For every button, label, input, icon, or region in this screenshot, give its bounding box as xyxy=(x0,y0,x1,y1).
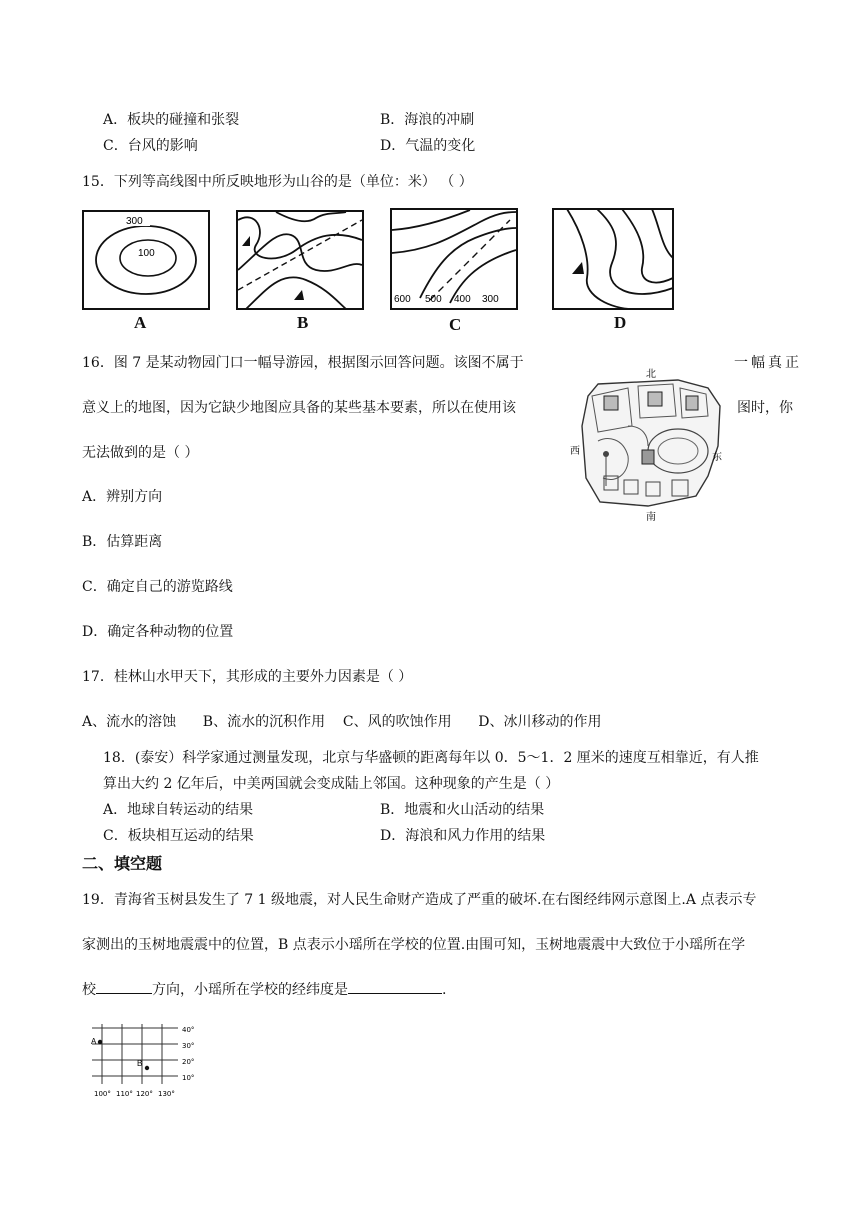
q18-line1: 18．(泰安）科学家通过测量发现，北京与华盛顿的距离每年以 0．5～1．2 厘米的速度互相靠近，有人推 xyxy=(103,750,759,766)
contour-map-a xyxy=(82,210,210,310)
q19-line3-c: . xyxy=(442,982,447,998)
lat-label-10: 10° xyxy=(182,1074,195,1082)
q16-option-b: B．估算距离 xyxy=(82,534,163,550)
q18-line2: 算出大约 2 亿年后，中美两国就会变成陆上邻国。这种现象的产生是（ ） xyxy=(103,776,560,792)
q16-line2-right: 图时，你 xyxy=(737,400,793,416)
map-a-label-300: 300 xyxy=(126,216,143,227)
direction-blank[interactable] xyxy=(96,979,152,994)
zoo-map-south: 南 xyxy=(646,512,656,523)
q18-option-d: D．海浪和风力作用的结果 xyxy=(380,828,546,844)
q19-line3-a: 校 xyxy=(82,982,96,998)
section-title: 二、填空题 xyxy=(82,854,163,873)
q16-option-d: D．确定各种动物的位置 xyxy=(82,624,234,640)
q19-line3 xyxy=(82,979,446,999)
lon-label-100: 100° xyxy=(94,1090,111,1098)
map-label-c: C xyxy=(449,315,462,334)
q16-line1-left: 16．图 7 是某动物园门口一幅导游园，根据图示回答问题。该图不属于 xyxy=(82,355,524,371)
map-label-d: D xyxy=(614,313,627,332)
map-label-a: A xyxy=(134,313,147,332)
q14-option-d: D．气温的变化 xyxy=(380,138,476,154)
point-b-marker xyxy=(145,1066,149,1070)
q18-option-c: C．板块相互运动的结果 xyxy=(103,828,254,844)
point-a-marker xyxy=(98,1040,102,1044)
zoo-guide-map xyxy=(568,366,730,524)
lat-label-30: 30° xyxy=(182,1042,195,1050)
map-c-label-600: 600 xyxy=(394,294,411,305)
contour-map-d xyxy=(552,208,674,310)
point-a-label: A xyxy=(91,1037,97,1046)
map-c-label-300: 300 xyxy=(482,294,499,305)
q14-option-a: A．板块的碰撞和张裂 xyxy=(103,112,240,128)
map-a-label-100: 100 xyxy=(138,248,155,259)
map-label-b: B xyxy=(297,313,309,332)
lon-label-130: 130° xyxy=(158,1090,175,1098)
q16-option-c: C．确定自己的游览路线 xyxy=(82,579,233,595)
q16-line3: 无法做到的是（ ） xyxy=(82,445,199,461)
zoo-map-east: 东 xyxy=(712,452,722,463)
q17-stem: 17．桂林山水甲天下，其形成的主要外力因素是（ ） xyxy=(82,669,413,685)
lat-label-20: 20° xyxy=(182,1058,195,1066)
q18-option-a: A．地球自转运动的结果 xyxy=(103,802,254,818)
contour-map-b xyxy=(236,210,364,310)
q14-option-c: C．台风的影响 xyxy=(103,138,198,154)
contour-map-c xyxy=(390,208,518,310)
q18-option-b: B．地震和火山活动的结果 xyxy=(380,802,545,818)
lat-lon-grid xyxy=(88,1022,208,1102)
point-b-label: B xyxy=(137,1059,143,1068)
q15-stem: 15．下列等高线图中所反映地形为山谷的是（单位：米） （ ） xyxy=(82,174,473,190)
q16-line1-right: 一幅真正 xyxy=(734,355,802,371)
q14-option-b: B．海浪的冲刷 xyxy=(380,112,475,128)
q16-line2-left: 意义上的地图，因为它缺少地图应具备的某些基本要素，所以在使用该 xyxy=(82,400,516,416)
lon-label-110: 110° xyxy=(116,1090,133,1098)
lon-label-120: 120° xyxy=(136,1090,153,1098)
q17-options: A、流水的溶蚀 B、流水的沉积作用 C、风的吹蚀作用 D、冰川移动的作用 xyxy=(82,714,602,730)
q19-line1: 19．青海省玉树县发生了 7 1 级地震，对人民生命财产造成了严重的破坏.在右图经纬网示意图上.A 点表示专 xyxy=(82,892,757,908)
q19-line2: 家测出的玉树地震震中的位置，B 点表示小瑶所在学校的位置.由围可知，玉树地震震中大致位于小瑶所在学 xyxy=(82,937,746,953)
lat-label-40: 40° xyxy=(182,1026,195,1034)
zoo-map-west: 西 xyxy=(570,446,580,457)
q16-option-a: A．辨别方向 xyxy=(82,489,163,505)
map-c-label-500: 500 xyxy=(425,294,442,305)
map-c-label-400: 400 xyxy=(454,294,471,305)
coordinates-blank[interactable] xyxy=(348,979,442,994)
zoo-map-north: 北 xyxy=(646,369,656,380)
q19-line3-b: 方向，小瑶所在学校的经纬度是 xyxy=(152,982,348,998)
